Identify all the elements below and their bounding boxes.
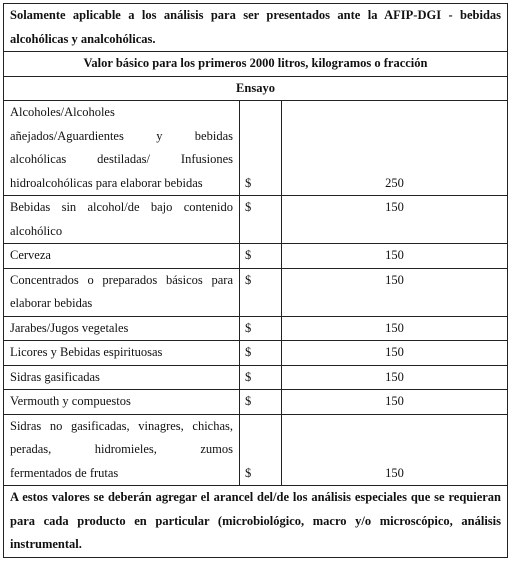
product-name: Licores y Bebidas espirituosas [4, 341, 240, 366]
product-name [4, 101, 240, 196]
amount-cell: 150 [282, 390, 508, 415]
product-name [4, 414, 240, 486]
header-title-row [4, 4, 508, 52]
product-line: Alcoholes/Alcoholes [10, 105, 115, 119]
amount-cell: 150 [282, 365, 508, 390]
header-subtitle: Valor básico para los primeros 2000 litros, kilogramos o fracción [4, 52, 508, 77]
product-line: alcohólicas destiladas/ Infusiones [10, 152, 233, 166]
table-row [4, 390, 508, 415]
product-line: alcohólico [10, 223, 63, 238]
product-line: hidroalcohólicas para elaborar bebidas [10, 175, 203, 190]
product-name: Vermouth y compuestos [4, 390, 240, 415]
amount-cell: 150 [282, 196, 508, 244]
currency-cell: $ [240, 268, 282, 316]
amount-cell: 150 [282, 268, 508, 316]
currency-cell: $ [240, 341, 282, 366]
currency-cell: $ [240, 316, 282, 341]
product-name: Sidras gasificadas [4, 365, 240, 390]
footer-row [4, 486, 508, 558]
table-row [4, 316, 508, 341]
footer-note: A estos valores se deberán agregar el arancel del/de los análisis especiales que se requieran para cada producto en particular (microbiológico, macro y/o microscópico, análisis instrumental. [4, 486, 508, 558]
fee-table [3, 3, 508, 558]
currency-cell: $ [240, 244, 282, 269]
product-line: Bebidas sin alcohol/de bajo contenido [10, 200, 233, 214]
product-line: Concentrados o preparados básicos para [10, 272, 233, 287]
amount-cell: 150 [282, 244, 508, 269]
amount-cell: 150 [282, 341, 508, 366]
product-name: Jarabes/Jugos vegetales [4, 316, 240, 341]
amount-cell: 250 [282, 101, 508, 196]
currency-cell: $ [240, 390, 282, 415]
product-line: Sidras no gasificadas, vinagres, chichas, [10, 418, 233, 433]
currency-cell: $ [240, 414, 282, 486]
amount-cell: 150 [282, 414, 508, 486]
product-line: elaborar bebidas [10, 296, 93, 310]
table-row [4, 414, 508, 486]
amount-cell: 150 [282, 316, 508, 341]
product-line: fermentados de frutas [10, 465, 119, 480]
section-row [4, 76, 508, 101]
product-name [4, 268, 240, 316]
product-name [4, 196, 240, 244]
table-row [4, 101, 508, 196]
currency-cell: $ [240, 196, 282, 244]
currency-cell: $ [240, 101, 282, 196]
currency-cell: $ [240, 365, 282, 390]
table-row [4, 341, 508, 366]
product-line: peradas, hidromieles, zumos [10, 442, 233, 456]
product-name: Cerveza [4, 244, 240, 269]
product-line: añejados/Aguardientes y bebidas [10, 128, 233, 143]
section-title: Ensayo [4, 76, 508, 101]
table-row [4, 244, 508, 269]
table-row [4, 196, 508, 244]
header-subtitle-row [4, 52, 508, 77]
table-row [4, 365, 508, 390]
header-title: Solamente aplicable a los análisis para ser presentados ante la AFIP-DGI - bebidas alcohólicas y analcohólicas. [4, 4, 508, 52]
table-row [4, 268, 508, 316]
